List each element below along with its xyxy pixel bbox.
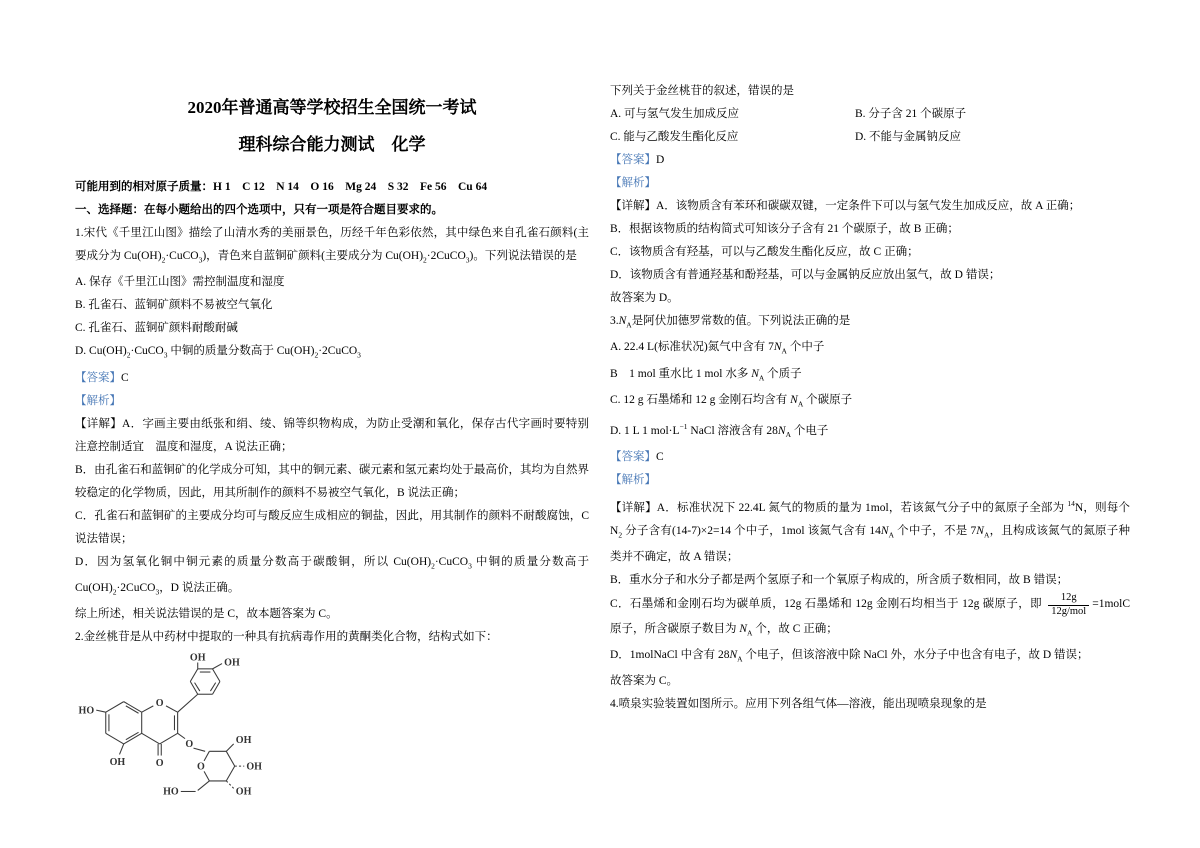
q1-stem: 1.宋代《千里江山图》描绘了山清水秀的美丽景色，历经千年色彩依然，其中绿色来自孔雀石颜料(主要成分为 $Cu(OH)_2\cdot CuCO_3$)，青色来自蓝铜矿颜料(主要成分为 $Cu(OH)_2\cdot 2CuCO_3$)。下列说法错误的是 — [75, 227, 589, 265]
q1-detail-a: 【详解】A．字画主要由纸张和绢、绫、锦等织物构成，为防止受潮和氧化，保存古代字画时要特别注意控制适宜 温度和湿度，A 说法正确； — [75, 417, 589, 453]
sugar-oh-top-label: OH — [235, 735, 252, 747]
ring-a — [106, 702, 142, 744]
ho-label-7: HO — [78, 705, 95, 717]
glycosidic-oxygen-label: O — [185, 739, 194, 751]
molecular-structure — [77, 653, 273, 801]
q3-analysis-label: 【解析】 — [610, 474, 656, 487]
q2-answer-line — [610, 149, 1130, 172]
section-heading: 一、选择题：在每小题给出的四个选项中，只有一项是符合题目要求的。 — [75, 204, 443, 216]
q1-option-b: B. 孔雀石、蓝铜矿颜料不易被空气氧化 — [75, 299, 273, 312]
q2-option-b: B. 分子含 21 个碳原子 — [855, 108, 967, 120]
q2-options-row-2 — [610, 126, 1130, 149]
q1-answer-value: C — [121, 371, 129, 384]
atomic-masses-line — [75, 176, 589, 199]
answer-label: 【答案】 — [75, 371, 121, 384]
q1-option-c: C. 孔雀石、蓝铜矿颜料耐酸耐碱 — [75, 322, 238, 335]
answer-label: 【答案】 — [610, 154, 656, 166]
q2-detail-b: B．根据该物质的结构简式可知该分子含有 21 个碳原子，故 B 正确； — [610, 223, 959, 235]
q1-answer-line — [75, 367, 589, 390]
q2-answer-value: D — [656, 154, 665, 166]
q3-detail-b: B．重水分子和水分子都是两个氢原子和一个氧原子构成的，所含质子数相同，故 B 错误； — [610, 574, 1069, 587]
ring-b — [178, 663, 222, 713]
q3-answer-value: C — [656, 451, 664, 464]
q3-stem: $3.N_A$是阿伏加德罗常数的值。下列说法正确的是 — [610, 315, 851, 330]
ring-oxygen-label: O — [155, 698, 164, 710]
sugar-oh-right-label: OH — [246, 761, 262, 773]
q3-detail-d: D．1molNaCl 中含有 $28N_A$ 个电子，但该溶液中除 NaCl 外，水分子中也含有电子，故 D 错误； — [610, 648, 1089, 664]
q1-detail-d: D．因为氢氧化铜中铜元素的质量分数高于碳酸铜，所以 $Cu(OH)_2\cdot CuCO_3$ 中铜的质量分数高于 $Cu(OH)_2\cdot 2CuCO_3$，D 说法正确。 — [75, 555, 589, 597]
q2-detail-d: D．该物质含有普通羟基和酚羟基，可以与金属钠反应放出氢气，故 D 错误； — [610, 269, 1001, 281]
q3-option-a: A. 22.4 L(标准状况)氮气中含有 $7N_A$ 个中子 — [610, 341, 825, 356]
atomic-masses-label: 可能用到的相对原子质量： — [75, 181, 213, 193]
q1-conclusion: 综上所述，相关说法错误的是 C，故本题答案为 C。 — [75, 608, 338, 621]
q3-option-b: B 1 mol 重水比 1 mol 水多 $N_A$ 个质子 — [610, 367, 802, 382]
q1-option-a: A. 保存《千里江山图》需控制温度和湿度 — [75, 276, 285, 289]
q1-analysis-label: 【解析】 — [75, 394, 121, 407]
q2-detail-c: C．该物质含有羟基，可以与乙酸发生酯化反应，故 C 正确； — [610, 246, 919, 258]
ring-c — [142, 706, 178, 756]
left-column — [75, 94, 589, 810]
q4-intro: 4.喷泉实验装置如图所示。应用下列各组气体—溶液，能出现喷泉现象的是 — [610, 698, 987, 711]
oh-label-4prime: OH — [224, 657, 240, 669]
right-column — [610, 80, 1130, 716]
q3-option-d: D. 1 L 1 $mol\cdot L^{-1}$ NaCl 溶液含有 $28N_A$ 个电子 — [610, 422, 829, 440]
sugar-ring-oxygen-label: O — [196, 761, 205, 773]
sugar-oh-bottom-label: OH — [235, 786, 252, 798]
q2-option-c: C. 能与乙酸发生酯化反应 — [610, 131, 739, 143]
q2-stem: 下列关于金丝桃苷的叙述，错误的是 — [610, 85, 794, 97]
q2-analysis-label: 【解析】 — [610, 177, 656, 189]
oh-label-3prime: OH — [189, 653, 206, 664]
q2-detail-a: 【详解】A．该物质含有苯环和碳碳双键，一定条件下可以与氢气发生加成反应，故 A 正确； — [610, 200, 1081, 212]
q1-detail-c: C．孔雀石和蓝铜矿的主要成分均可与酸反应生成相应的铜盐，因此，用其制作的颜料不耐酸腐蚀，C 说法错误； — [75, 509, 589, 545]
q3-detail-c: C．石墨烯和金刚石均为碳单质，12g 石墨烯和 12g 金刚石均相当于 12g 碳原子，即 $\frac{12g}{\text{12g/mol}}$ =1molC 原子，所含碳原子数目为 $N_A$ 个，故 C 正确； — [610, 592, 1130, 637]
answer-label: 【答案】 — [610, 451, 656, 464]
q3-option-c: C. 12 g 石墨烯和 12 g 金刚石均含有 $N_A$ 个碳原子 — [610, 393, 853, 409]
molecular-structure-figure — [77, 653, 589, 810]
q2-options-row-1 — [610, 103, 1130, 126]
q2-option-a: A. 可与氢气发生加成反应 — [610, 108, 740, 120]
sugar-ho-label: HO — [163, 786, 179, 798]
exam-subtitle: 理科综合能力测试 化学 — [238, 135, 426, 154]
q1-option-d: D. $Cu(OH)_2\cdot CuCO_3$ 中铜的质量分数高于 $Cu(OH)_2\cdot 2CuCO_3$ — [75, 345, 361, 360]
q1-detail-b: B．由孔雀石和蓝铜矿的化学成分可知，其中的铜元素、碳元素和氢元素均处于最高价，其均为自然界较稳定的化学物质，因此，用其所制作的颜料不易被空气氧化，B 说法正确； — [75, 463, 589, 499]
q3-answer-line — [610, 446, 1130, 469]
atomic-masses-values: H 1 C 12 N 14 O 16 Mg 24 S 32 Fe 56 Cu 64 — [213, 181, 488, 193]
q3-conclusion: 故答案为 C。 — [610, 675, 679, 688]
q3-detail-a: 【详解】A．标准状况下 22.4L 氮气的物质的量为 1mol，若该氮气分子中的氮原子全部为 $^{14}$N，则每个 $N_2$ 分子含有(14-7)×2=14 个中子，1mol 该氮气含有 $14N_A$ 个中子，不是 $7N_A$，且构成该氮气的氮原子种类并不确定，故 A 错误； — [610, 499, 1130, 564]
exam-title: 2020年普通高等学校招生全国统一考试 — [187, 98, 477, 117]
q2-intro: 2.金丝桃苷是从中药材中提取的一种具有抗病毒作用的黄酮类化合物，结构式如下： — [75, 631, 498, 644]
ketone-oxygen-label: O — [155, 758, 164, 770]
sugar-ring — [181, 744, 244, 792]
q2-option-d: D. 不能与金属钠反应 — [855, 131, 962, 143]
oh-label-5: OH — [109, 757, 126, 769]
q2-conclusion: 故答案为 D。 — [610, 292, 679, 304]
hydroxyl-bonds — [96, 710, 123, 754]
